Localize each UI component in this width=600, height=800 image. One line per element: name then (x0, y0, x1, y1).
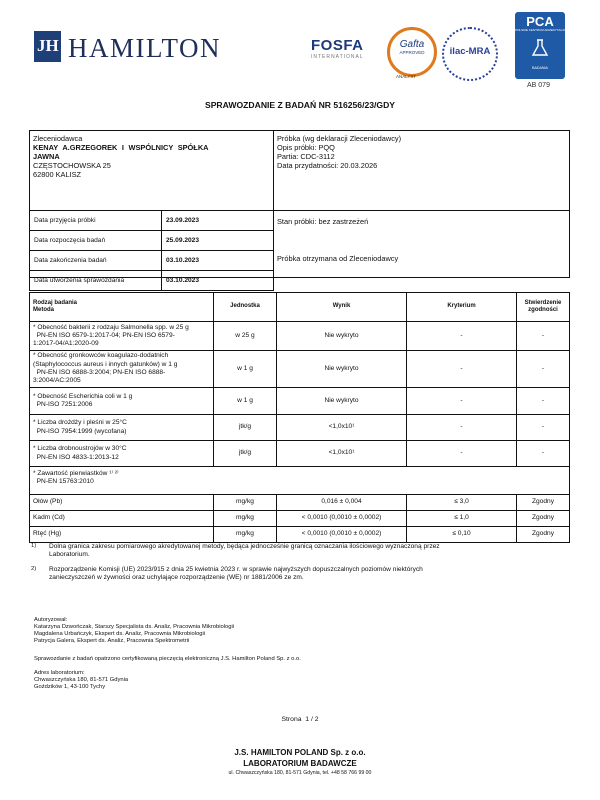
fosfa-logo: FOSFA INTERNATIONAL (311, 37, 364, 60)
date-row: Data zakończenia badań 03.10.2023 (30, 251, 274, 271)
client-block (33, 134, 209, 179)
authorized-person: Katarzyna Dzwończak, Starszy Specjalista ds. Analiz, Pracownia Mikrobiologii (34, 624, 235, 630)
table-row: Rtęć (Hg) mg/kg < 0,0010 (0,0010 ± 0,0002) ≤ 0,10 Zgodny (30, 527, 570, 543)
results-table (29, 292, 570, 543)
footnote: 2) Rozporządzenie Komisji (UE) 2023/915 z dnia 25 kwietnia 2023 r. w sprawie najwyższych dopuszczalnych poziomów niektórych zanieczyszczeń w żywności oraz uchylające rozporządzenie (WE) nr 1881/2006 ze zm. (31, 566, 423, 582)
gafta-logo: Gafta APPROVED (387, 27, 437, 77)
flask-icon (530, 38, 550, 58)
company-logo-text: HAMILTON (68, 33, 222, 63)
sample-batch: Partia: CDC-3112 (277, 152, 335, 161)
footer (0, 748, 600, 776)
authorized-person: Patrycja Galera, Ekspert ds. Analiz, Pracownia Spektrometrii (34, 638, 190, 644)
footer-company: J.S. HAMILTON POLAND Sp. z o.o. (234, 748, 366, 757)
sample-description: Opis próbki: PQQ (277, 143, 335, 152)
client-name: KENAY A.GRZEGOREK I WSPÓLNICY SPÓŁKA (33, 143, 209, 152)
seal-note: Sprawozdanie z badań opatrzono certyfikowaną pieczęcią elektroniczną J.S. Hamilton Poland Sp. z o.o. (34, 656, 301, 662)
results-header-row: Rodzaj badania Metoda Jednostka Wynik Kryterium Stwierdzenie zgodności (30, 293, 570, 322)
client-street: CZĘSTOCHOWSKA 25 (33, 161, 111, 170)
report-title: SPRAWOZDANIE Z BADAŃ NR 516256/23/GDY (204, 100, 396, 110)
ilac-mra-logo: ilac-MRA (442, 27, 498, 81)
date-row: Data przyjęcia próbki 23.09.2023 (30, 211, 274, 231)
sample-label: Próbka (wg deklaracji Zleceniodawcy) (277, 134, 402, 143)
hamilton-logo-mark: JH (34, 31, 61, 62)
table-row: * Liczba drobnoustrojów w 30°C PN-EN ISO 4833-1:2013-12 jtk/g <1,0x10¹ - - (30, 441, 570, 467)
lab-addresses: Adres laboratorium: Chwaszczyńska 180, 81-571 Gdynia Goździków 1, 43-100 Tychy (34, 670, 129, 690)
footnotes (31, 543, 566, 588)
date-row: Data rozpoczęcia badań 25.09.2023 (30, 231, 274, 251)
client-sample-box (29, 130, 570, 284)
page-number: Strona 1 / 2 (281, 716, 319, 723)
pca-logo: PCA POLSKIE CENTRUM AKREDYTACJI BADANIA (515, 12, 565, 79)
client-city: 62800 KALISZ (33, 170, 82, 179)
table-row: * Obecność bakterii z rodzaju Salmonella spp. w 25 g PN-EN ISO 6579-1:2017-04; PN-EN ISO 6579- 1:2017-04/A1:2020-09 w 25 g Nie wykryto - - (30, 322, 570, 351)
date-row: Data utworzenia sprawozdania 03.10.2023 (30, 271, 274, 291)
table-row: * Liczba drożdży i pleśni w 25°C PN-ISO 7954:1999 (wycofana) jtk/g <1,0x10¹ - - (30, 415, 570, 441)
dates-table (29, 210, 274, 291)
accreditation-number: AB 079 (527, 82, 550, 89)
authorized-label: Autoryzował: (34, 617, 68, 623)
footer-address: ul. Chwaszczyńska 180, 81-571 Gdynia, tel. +48 58 766 99 00 (228, 770, 372, 776)
table-row: * Obecność Escherichia coli w 1 g PN-ISO 7251:2006 w 1 g Nie wykryto - - (30, 388, 570, 415)
sample-received-from: Próbka otrzymana od Zleceniodawcy (277, 254, 399, 263)
footnote: 1) Dolna granica zakresu pomiarowego akredytowanej metody, będąca jednocześnie granicą oznaczania ilościowego wyznaczoną przez Laboratorium. (31, 543, 440, 559)
table-row: Kadm (Cd) mg/kg < 0,0010 (0,0010 ± 0,0002) ≤ 1,0 Zgodny (30, 511, 570, 527)
authorization-block (34, 617, 234, 645)
sample-state: Stan próbki: bez zastrzeżeń (277, 217, 369, 226)
sample-block (277, 134, 401, 170)
sample-expiry: Data przydatności: 20.03.2026 (277, 161, 378, 170)
table-row: * Obecność gronkowców koagulazo-dodatnich (Staphylococcus aureus i innych gatunków) w 1 g PN-EN ISO 6888-3:2004; PN-EN ISO 6888- 3:2004/AC:2005 w 1 g Nie wykryto - - (30, 351, 570, 388)
client-label: Zleceniodawca (33, 134, 83, 143)
table-row: Ołów (Pb) mg/kg 0,016 ± 0,004 ≤ 3,0 Zgodny (30, 495, 570, 511)
client-name-cont: JAWNA (33, 152, 60, 161)
table-group-row: * Zawartość pierwiastków ¹⁾ ²⁾ PN-EN 15763:2010 (30, 467, 570, 495)
authorized-person: Magdalena Urbańczyk, Ekspert ds. Analiz, Pracownia Mikrobiologii (34, 631, 206, 637)
footer-department: LABORATORIUM BADAWCZE (243, 759, 357, 768)
gafta-analyst-label: ANALYST (396, 74, 417, 79)
